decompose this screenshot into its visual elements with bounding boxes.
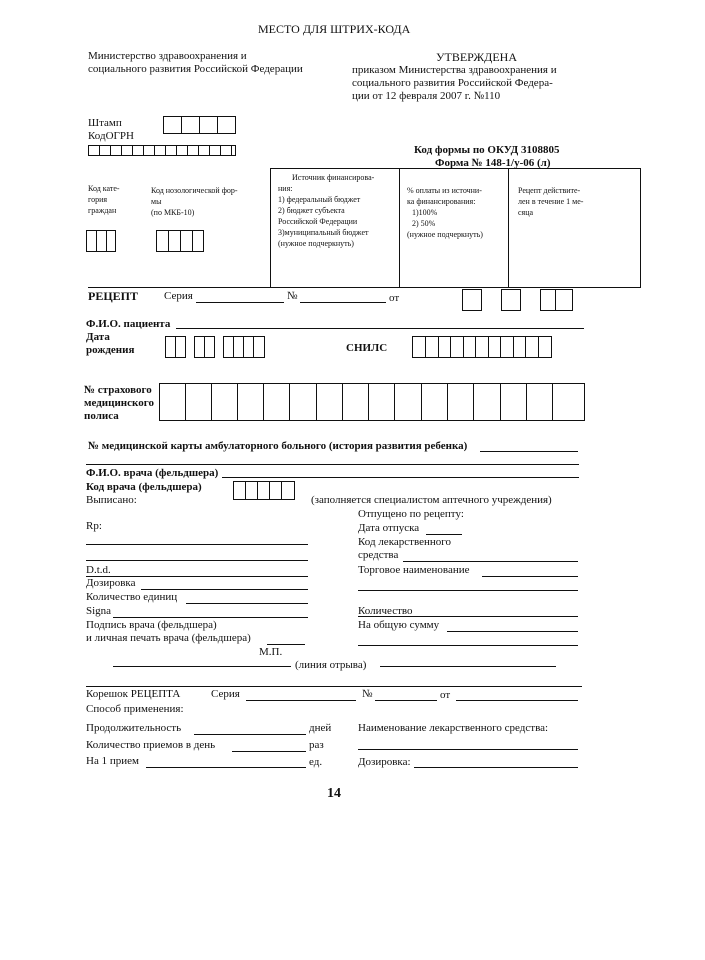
rp-label: Rp: xyxy=(86,520,102,532)
recipe-series-label: Серия xyxy=(164,290,193,302)
stub-intakes-field[interactable] xyxy=(232,751,306,752)
stub-dosage-label: Дозировка: xyxy=(358,756,411,768)
okud-code: Код формы по ОКУД 3108805 xyxy=(414,144,560,156)
stub-dosage-field[interactable] xyxy=(414,767,578,768)
quantity-label: Количество xyxy=(358,605,413,617)
stub-duration-label: Продолжительность xyxy=(86,722,182,734)
trade-name-label: Торговое наименование xyxy=(358,564,470,576)
doctor-fio-label: Ф.И.О. врача (фельдшера) xyxy=(86,467,219,479)
dose-label: Дозировка xyxy=(86,577,136,589)
insurance-label-1: № страхового xyxy=(84,384,152,396)
nosology-label: Код нозологической фор- мы (по МКБ-10) xyxy=(151,186,238,217)
med-card-field[interactable] xyxy=(480,451,578,452)
drug-code-field[interactable] xyxy=(403,561,578,562)
dispense-date-label: Дата отпуска xyxy=(358,522,420,534)
stub-from-label: от xyxy=(440,689,451,701)
drug-code-label-1: Код лекарственного xyxy=(358,536,451,548)
snils-label: СНИЛС xyxy=(346,342,388,354)
category-boxes[interactable] xyxy=(86,230,116,252)
insurance-label-2: медицинского xyxy=(84,397,154,409)
birth-day-boxes[interactable] xyxy=(165,336,186,358)
med-card-line-2[interactable] xyxy=(86,464,579,465)
stub-title: Корешок РЕЦЕПТА xyxy=(86,688,181,700)
trade-name-line-2[interactable] xyxy=(358,590,578,591)
payment-percent: % оплаты из источни- ка финансирования: 1)100% 2) 50% (нужное подчеркнуть) xyxy=(407,186,483,239)
insurance-boxes[interactable] xyxy=(159,383,585,421)
qty-units-label: Количество единиц xyxy=(86,591,178,603)
barcode-placeholder: МЕСТО ДЛЯ ШТРИХ-КОДА xyxy=(258,22,411,36)
dispense-date-field[interactable] xyxy=(426,534,462,535)
issued-label: Выписано: xyxy=(86,494,137,506)
recipe-day-box[interactable] xyxy=(462,289,482,311)
birth-label-2: рождения xyxy=(86,344,135,356)
signature-label-1: Подпись врача (фельдшера) xyxy=(86,619,217,631)
stub-series-label: Серия xyxy=(211,688,240,700)
patient-fio-field[interactable] xyxy=(176,328,584,329)
approved-line-3: ции от 12 февраля 2007 г. №110 xyxy=(352,90,501,102)
stub-number-field[interactable] xyxy=(375,700,437,701)
rp-line-1[interactable] xyxy=(86,544,308,545)
stamp-label: Штамп xyxy=(88,117,122,129)
table-bottom-line xyxy=(88,287,641,288)
trade-name-field[interactable] xyxy=(482,576,578,577)
tear-line-left xyxy=(113,666,291,667)
birth-year-boxes[interactable] xyxy=(223,336,265,358)
recipe-series-field[interactable] xyxy=(196,302,284,303)
stub-series-field[interactable] xyxy=(246,700,356,701)
category-label: Код кате- гория граждан xyxy=(88,184,120,215)
approved-line-2: социального развития Российской Федера- xyxy=(352,77,553,89)
recipe-label: РЕЦЕПТ xyxy=(88,289,139,303)
qty-units-field[interactable] xyxy=(186,603,308,604)
rp-line-2[interactable] xyxy=(86,560,308,561)
stub-top-line xyxy=(86,686,582,687)
stub-drug-name-field[interactable] xyxy=(358,749,578,750)
stub-intakes-label: Количество приемов в день xyxy=(86,739,216,751)
total-field[interactable] xyxy=(447,631,578,632)
doctor-fio-field[interactable] xyxy=(222,477,579,478)
total-label: На общую сумму xyxy=(358,619,440,631)
stub-per-intake-field[interactable] xyxy=(146,767,306,768)
stub-per-intake-label: На 1 прием xyxy=(86,755,139,767)
signature-field[interactable] xyxy=(267,644,305,645)
financing-source: Источник финансирова- ния: 1) федеральный бюджет 2) бюджет субъекта Российской Федерации 3)муниципальный бюджет (нужное подчеркнуть) xyxy=(278,173,375,248)
stub-duration-field[interactable] xyxy=(194,734,306,735)
page-number: 14 xyxy=(327,786,341,801)
ogrn-boxes[interactable] xyxy=(88,145,236,156)
recipe-month-box[interactable] xyxy=(501,289,521,311)
recipe-from-label: от xyxy=(389,292,400,304)
pharmacy-note: (заполняется специалистом аптечного учреждения) xyxy=(311,494,552,506)
birth-month-boxes[interactable] xyxy=(194,336,215,358)
signature-label-2: и личная печать врача (фельдшера) xyxy=(86,632,251,644)
stub-times-label: раз xyxy=(309,739,324,751)
snils-boxes[interactable] xyxy=(412,336,552,358)
dispensed-label: Отпущено по рецепту: xyxy=(358,508,464,520)
stub-units-label: ед. xyxy=(309,756,323,768)
insurance-label-3: полиса xyxy=(84,410,119,422)
patient-fio-label: Ф.И.О. пациента xyxy=(86,318,171,330)
stub-days-label: дней xyxy=(309,722,332,734)
stub-method-label: Способ применения: xyxy=(86,703,184,715)
recipe-year-boxes[interactable] xyxy=(540,289,573,311)
total-line-2[interactable] xyxy=(358,645,578,646)
signa-field[interactable] xyxy=(113,617,308,618)
signa-label: Signa xyxy=(86,605,112,617)
birth-label-1: Дата xyxy=(86,331,110,343)
tear-line-right xyxy=(380,666,556,667)
form-number: Форма № 148-1/у-06 (л) xyxy=(435,157,551,169)
approved-line-1: приказом Министерства здравоохранения и xyxy=(352,64,557,76)
nosology-boxes[interactable] xyxy=(156,230,204,252)
dose-field[interactable] xyxy=(141,589,308,590)
quantity-field[interactable] xyxy=(358,616,578,617)
stamp-place-label: М.П. xyxy=(259,646,283,658)
drug-code-label-2: средства xyxy=(358,549,399,561)
ministry-line-1: Министерство здравоохранения и xyxy=(88,50,247,62)
ministry-line-2: социального развития Российской Федерации xyxy=(88,63,303,75)
doctor-code-boxes[interactable] xyxy=(233,481,295,500)
dtd-label: D.t.d. xyxy=(86,564,111,576)
doctor-code-label: Код врача (фельдшера) xyxy=(86,481,202,493)
tear-line-label: (линия отрыва) xyxy=(295,659,367,671)
stub-drug-name-label: Наименование лекарственного средства: xyxy=(358,722,549,734)
recipe-number-label: № xyxy=(287,290,298,302)
approved-title: УТВЕРЖДЕНА xyxy=(436,50,518,64)
stub-from-field[interactable] xyxy=(456,700,578,701)
validity-label: Рецепт действите- лен в течение 1 ме- сяца xyxy=(518,186,584,217)
med-card-label: № медицинской карты амбулаторного больного (история развития ребенка) xyxy=(88,440,468,452)
recipe-number-field[interactable] xyxy=(300,302,386,303)
ogrn-label: КодОГРН xyxy=(88,130,134,142)
stamp-boxes[interactable] xyxy=(163,116,236,134)
stub-number-label: № xyxy=(362,688,373,700)
